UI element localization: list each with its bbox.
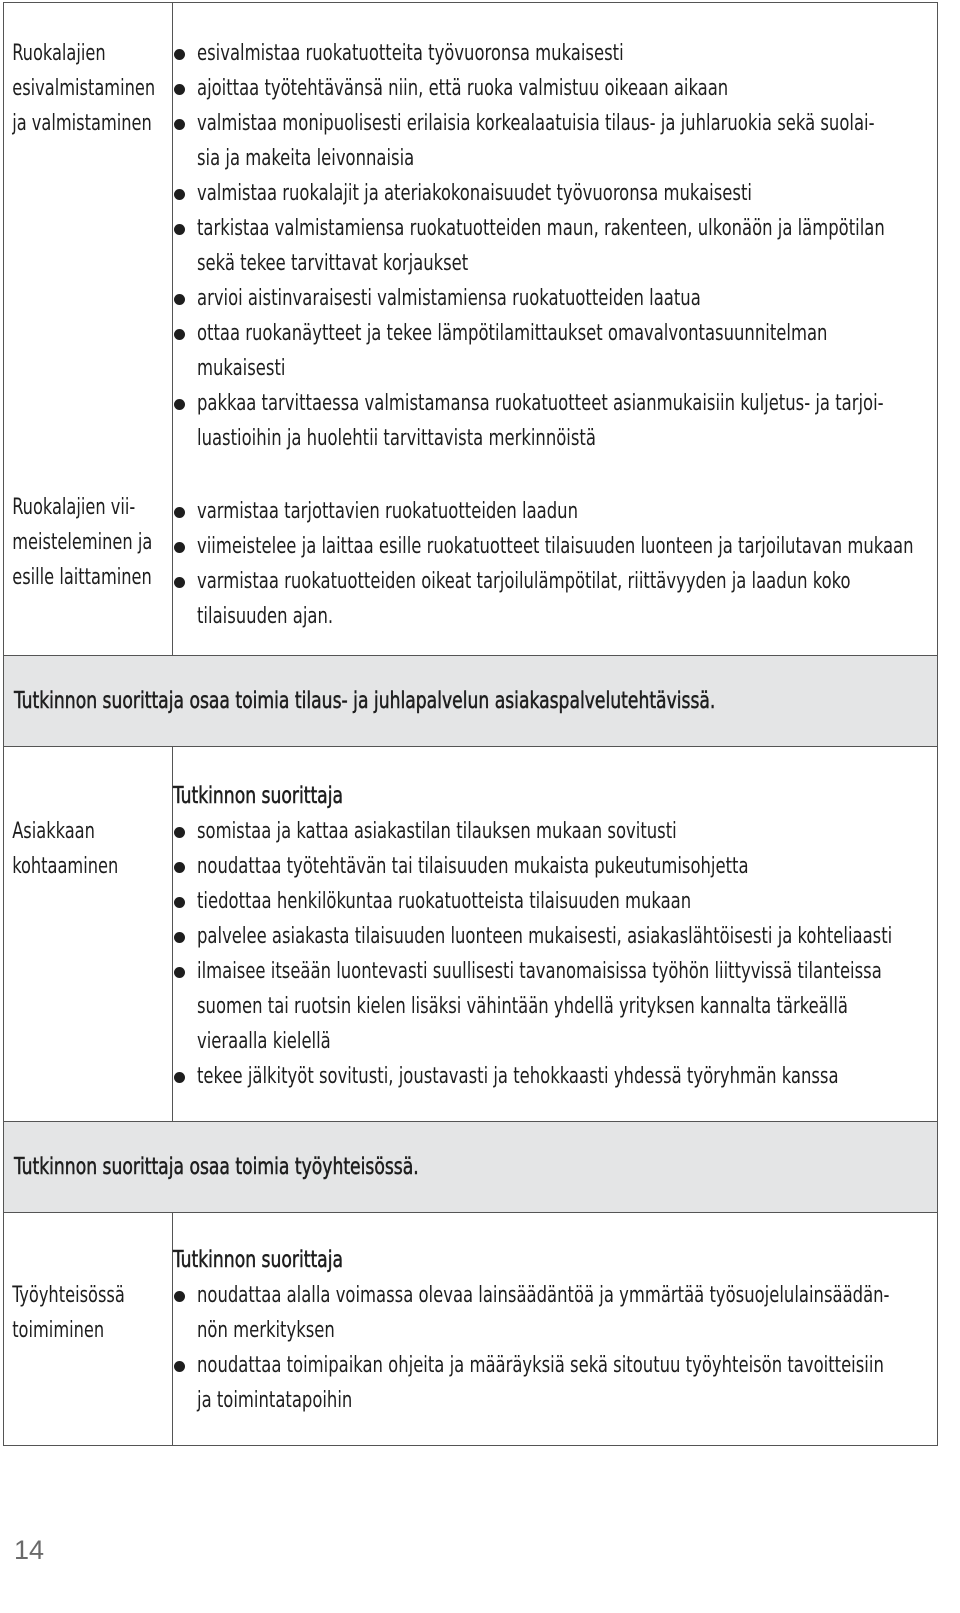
section-label: Ruokalajien esivalmistaminen ja valmistaminen [12, 41, 156, 136]
list-item-text: ottaa ruokanäytteet ja tekee lämpötilamittaukset omavalvontasuunnitelman mukaisesti [197, 321, 828, 381]
list-item-text: ilmaisee itseään luontevasti suullisesti tavanomaisissa työhön liittyvissä tilanteissa suomen tai ruotsin kielen lisäksi vähintään yhdellä yrityksen kannalta tärkeällä vieraalla kielellä [197, 959, 882, 1054]
banner-cell [4, 656, 938, 747]
criteria-list [173, 494, 937, 634]
list-item [173, 919, 937, 954]
list-item-text: varmistaa ruokatuotteiden oikeat tarjoilulämpötilat, riittävyyden ja laadun koko tilaisuuden ajan. [197, 569, 851, 629]
list-item [173, 281, 937, 316]
list-item-text: noudattaa toimipaikan ohjeita ja määräyksiä sekä sitoutuu työyhteisön tavoitteisiin ja toimintatapoihin [197, 1353, 884, 1413]
content-cell [173, 747, 938, 1122]
content-cell [173, 3, 938, 656]
list-item [173, 494, 937, 529]
criteria-list [173, 36, 937, 456]
list-item-text: tekee jälkityöt sovitusti, joustavasti ja tehokkaasti yhdessä työryhmän kanssa [197, 1064, 839, 1089]
criteria-table [3, 2, 938, 1446]
list-item-text: viimeistelee ja laittaa esille ruokatuotteet tilaisuuden luonteen ja tarjoilutavan mukaan [197, 534, 914, 559]
sub-heading: Tutkinnon suorittaja [173, 1247, 343, 1273]
list-item [173, 36, 937, 71]
list-item-text: valmistaa ruokalajit ja ateriakokonaisuudet työvuoronsa mukaisesti [197, 181, 752, 206]
list-item-text: palvelee asiakasta tilaisuuden luonteen mukaisesti, asiakaslähtöisesti ja kohteliaasti [197, 924, 893, 949]
banner-row [4, 1122, 938, 1213]
list-item-text: ajoittaa työtehtävänsä niin, että ruoka valmistuu oikeaan aikaan [197, 76, 729, 101]
list-item-text: valmistaa monipuolisesti erilaisia korkealaatuisia tilaus- ja juhlaruokia sekä suolai- sia ja makeita leivonnaisia [197, 111, 875, 171]
list-item-text: esivalmistaa ruokatuotteita työvuoronsa mukaisesti [197, 41, 624, 66]
list-item-text: noudattaa työtehtävän tai tilaisuuden mukaista pukeutumisohjetta [197, 854, 749, 879]
table-row-customer [4, 747, 938, 1122]
list-item [173, 954, 937, 1059]
list-item [173, 1348, 937, 1418]
list-item-text: tarkistaa valmistamiensa ruokatuotteiden maun, rakenteen, ulkonäön ja lämpötilan sekä tekee tarvittavat korjaukset [197, 216, 885, 276]
label-cell [4, 3, 173, 656]
list-item [173, 386, 937, 456]
list-item-text: arvioi aistinvaraisesti valmistamiensa ruokatuotteiden laatua [197, 286, 701, 311]
list-item [173, 529, 937, 564]
label-cell [4, 747, 173, 1122]
list-item-text: varmistaa tarjottavien ruokatuotteiden laadun [197, 499, 579, 524]
criteria-list [173, 814, 937, 1094]
list-item [173, 316, 937, 386]
list-item [173, 849, 937, 884]
list-item [173, 564, 937, 634]
criteria-list [173, 1278, 937, 1418]
list-item [173, 814, 937, 849]
table-row-preparation [4, 3, 938, 656]
section-label: Asiakkaan kohtaaminen [12, 819, 119, 879]
list-item-text: noudattaa alalla voimassa olevaa lainsäädäntöä ja ymmärtää työsuojelulainsäädän- nön merkityksen [197, 1283, 890, 1343]
list-item [173, 1278, 937, 1348]
banner-heading: Tutkinnon suorittaja osaa toimia työyhteisössä. [14, 1154, 419, 1180]
section-label: Ruokalajien vii- meisteleminen ja esille laittaminen [12, 494, 153, 590]
list-item-text: tiedottaa henkilökuntaa ruokatuotteista tilaisuuden mukaan [197, 889, 692, 914]
list-item [173, 176, 937, 211]
banner-cell [4, 1122, 938, 1213]
list-item [173, 1059, 937, 1094]
sub-heading: Tutkinnon suorittaja [173, 783, 343, 809]
list-item [173, 884, 937, 919]
list-item [173, 106, 937, 176]
table-row-workplace [4, 1213, 938, 1446]
section-label: Työyhteisössä toimiminen [12, 1283, 125, 1343]
content-cell [173, 1213, 938, 1446]
label-cell [4, 1213, 173, 1446]
list-item [173, 71, 937, 106]
banner-heading: Tutkinnon suorittaja osaa toimia tilaus- ja juhlapalvelun asiakaspalvelutehtävissä. [14, 688, 716, 714]
list-item [173, 211, 937, 281]
banner-row [4, 656, 938, 747]
list-item-text: somistaa ja kattaa asiakastilan tilauksen mukaan sovitusti [197, 819, 677, 844]
page-number: 14 [14, 1535, 45, 1565]
list-item-text: pakkaa tarvittaessa valmistamansa ruokatuotteet asianmukaisiin kuljetus- ja tarjoi- luastioihin ja huolehtii tarvittavista merkinnöistä [197, 391, 884, 451]
